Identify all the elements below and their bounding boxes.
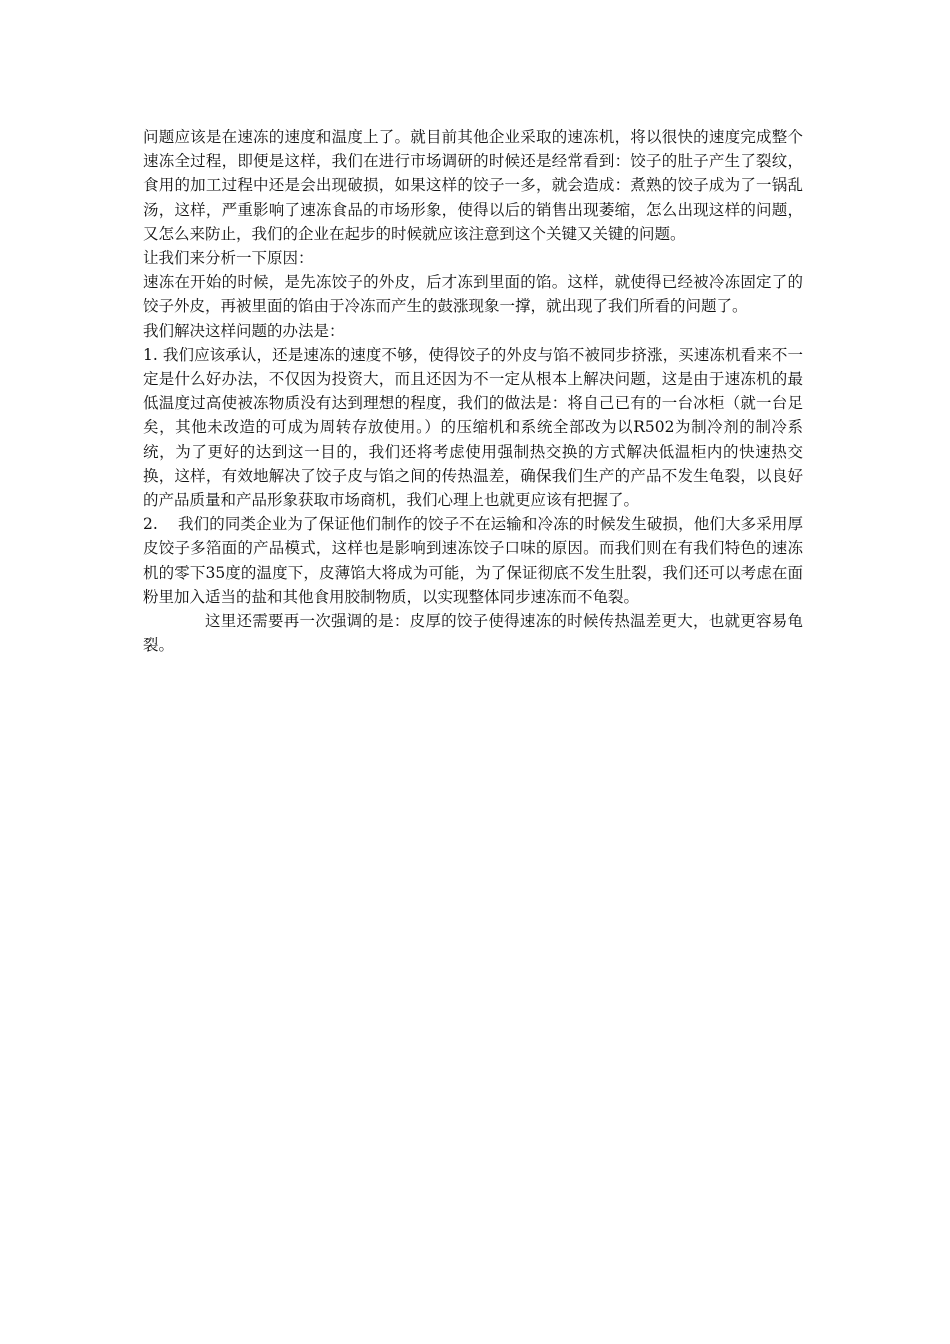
paragraph-problem-intro: 问题应该是在速冻的速度和温度上了。就目前其他企业采取的速冻机，将以很快的速度完成整个速冻全过程，即便是这样，我们在进行市场调研的时候还是经常看到：饺子的肚子产生了裂纹，食用的加工过程中还是会出现破损，如果这样的饺子一多，就会造成：煮熟的饺子成为了一锅乱汤，这样，严重影响了速冻食品的市场形象，使得以后的销售出现萎缩，怎么出现这样的问题，又怎么来防止，我们的企业在起步的时候就应该注意到这个关键又关键的问题。 bbox=[143, 128, 803, 243]
paragraph-analysis-heading: 让我们来分析一下原因： bbox=[143, 249, 314, 268]
paragraph-solution-1: 1. 我们应该承认，还是速冻的速度不够，使得饺子的外皮与馅不被同步挤涨，买速冻机看来不一定是什么好办法，不仅因为投资大，而且还因为不一定从根本上解决问题，这是由于速冻机的最低温度过高使被冻物质没有达到理想的程度，我们的做法是：将自己已有的一台冰柜（就一台足矣，其他未改造的可成为周转存放使用。）的压缩机和系统全部改为以R502为制冷剂的制冷系统，为了更好的达到这一目的，我们还将考虑使用强制热交换的方式解决低温柜内的快速热交换，这样，有效地解决了饺子皮与馅之间的传热温差，确保我们生产的产品不发生龟裂，以良好的产品质量和产品形象获取市场商机，我们心理上也就更应该有把握了。 bbox=[143, 345, 803, 510]
document-body bbox=[143, 125, 803, 657]
paragraph-cause: 速冻在开始的时候，是先冻饺子的外皮，后才冻到里面的馅。这样，就使得已经被冷冻固定了的饺子外皮，再被里面的馅由于冷冻而产生的鼓涨现象一撑，就出现了我们所看的问题了。 bbox=[143, 273, 803, 316]
paragraph-emphasis: 这里还需要再一次强调的是：皮厚的饺子使得速冻的时候传热温差更大，也就更容易龟裂。 bbox=[143, 612, 803, 655]
paragraph-solution-2: 2. 我们的同类企业为了保证他们制作的饺子不在运输和冷冻的时候发生破损，他们大多采用厚皮饺子多箔面的产品模式，这样也是影响到速冻饺子口味的原因。而我们则在有我们特色的速冻机的零下35度的温度下，皮薄馅大将成为可能，为了保证彻底不发生肚裂，我们还可以考虑在面粉里加入适当的盐和其他食用胶制物质，以实现整体同步速冻而不龟裂。 bbox=[143, 515, 803, 606]
paragraph-solution-heading: 我们解决这样问题的办法是： bbox=[143, 321, 345, 340]
